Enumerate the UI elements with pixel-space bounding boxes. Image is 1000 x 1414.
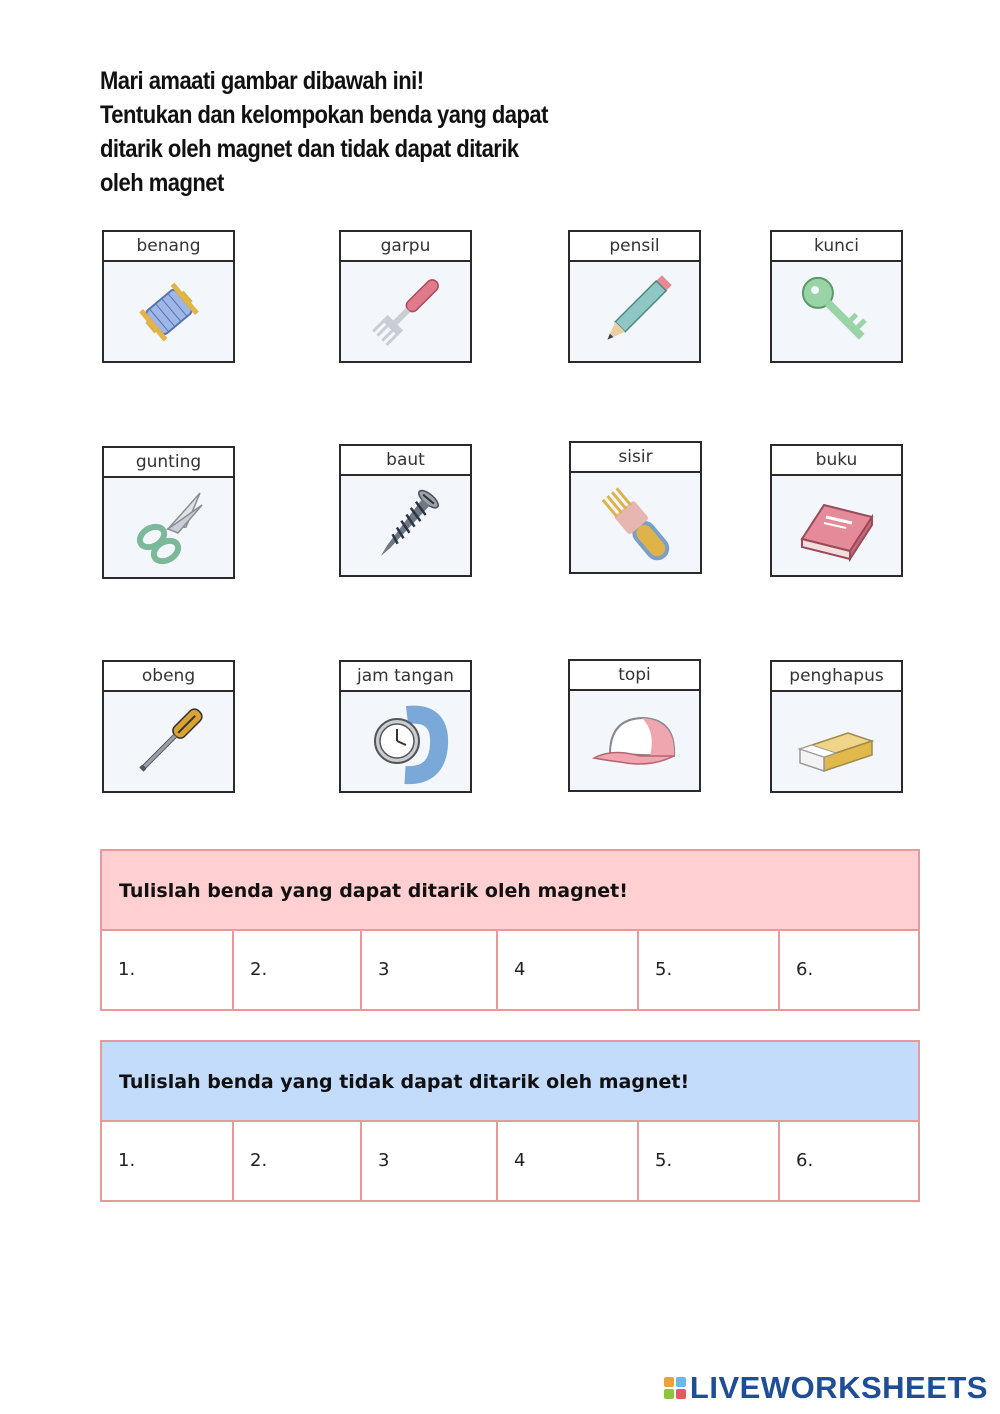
brand-text: LIVEWORKSHEETS: [689, 1370, 988, 1405]
answer-cell-1[interactable]: 1.: [102, 931, 234, 1009]
card-gunting: [102, 446, 235, 579]
card-label: garpu: [341, 232, 470, 262]
cap-icon: [590, 696, 680, 786]
card-penghapus: [770, 660, 903, 793]
answer-cell-2[interactable]: 2.: [234, 1122, 362, 1200]
answer-cell-1[interactable]: 1.: [102, 1122, 234, 1200]
scissors-icon: [124, 483, 214, 573]
answer-cell-6[interactable]: 6.: [796, 1150, 814, 1171]
card-label: penghapus: [772, 662, 901, 692]
answer-cell-4[interactable]: 4: [498, 1122, 639, 1200]
brand-grid-icon: [664, 1377, 686, 1399]
card-label: baut: [341, 446, 470, 476]
thread-spool-icon: [124, 267, 214, 357]
wristwatch-icon: [361, 697, 451, 787]
key-icon: [792, 267, 882, 357]
fork-icon: [361, 267, 451, 357]
card-jam-tangan: [339, 660, 472, 793]
card-garpu: [339, 230, 472, 363]
card-baut: [339, 444, 472, 577]
card-sisir: [569, 441, 702, 574]
answer-cell-6[interactable]: 6.: [796, 959, 814, 980]
card-label: benang: [104, 232, 233, 262]
book-icon: [792, 481, 882, 571]
card-benang: [102, 230, 235, 363]
card-label: gunting: [104, 448, 233, 478]
card-pensil: [568, 230, 701, 363]
magnetic-answer-table: [100, 849, 920, 1011]
non-magnetic-table-heading: Tulislah benda yang tidak dapat ditarik oleh magnet!: [102, 1042, 918, 1122]
card-obeng: [102, 660, 235, 793]
non-magnetic-answer-row: [102, 1122, 918, 1200]
card-kunci: [770, 230, 903, 363]
card-label: pensil: [570, 232, 699, 262]
screw-icon: [361, 481, 451, 571]
card-label: buku: [772, 446, 901, 476]
non-magnetic-answer-table: [100, 1040, 920, 1202]
answer-cell-3[interactable]: 3: [362, 931, 498, 1009]
screwdriver-icon: [124, 697, 214, 787]
instructions: [100, 64, 558, 200]
answer-cell-5[interactable]: 5.: [639, 1122, 780, 1200]
magnetic-table-heading: Tulislah benda yang dapat ditarik oleh magnet!: [102, 851, 918, 931]
comb-icon: [591, 478, 681, 568]
pencil-icon: [590, 267, 680, 357]
instruction-line-4: oleh magnet: [100, 169, 224, 197]
eraser-icon: [792, 697, 882, 787]
card-label: sisir: [571, 443, 700, 473]
liveworksheets-logo: [664, 1370, 988, 1406]
answer-cell-5[interactable]: 5.: [639, 931, 780, 1009]
card-buku: [770, 444, 903, 577]
card-topi: [568, 659, 701, 792]
card-label: kunci: [772, 232, 901, 262]
instruction-line-1: Mari amaati gambar dibawah ini!: [100, 67, 424, 95]
card-label: jam tangan: [341, 662, 470, 692]
magnetic-answer-row: [102, 931, 918, 1009]
card-label: topi: [570, 661, 699, 691]
answer-cell-2[interactable]: 2.: [234, 931, 362, 1009]
answer-cell-4[interactable]: 4: [498, 931, 639, 1009]
instruction-line-2: Tentukan dan kelompokan benda yang dapat: [100, 101, 548, 129]
answer-cell-3[interactable]: 3: [362, 1122, 498, 1200]
instruction-line-3: ditarik oleh magnet dan tidak dapat ditarik: [100, 135, 519, 163]
card-label: obeng: [104, 662, 233, 692]
